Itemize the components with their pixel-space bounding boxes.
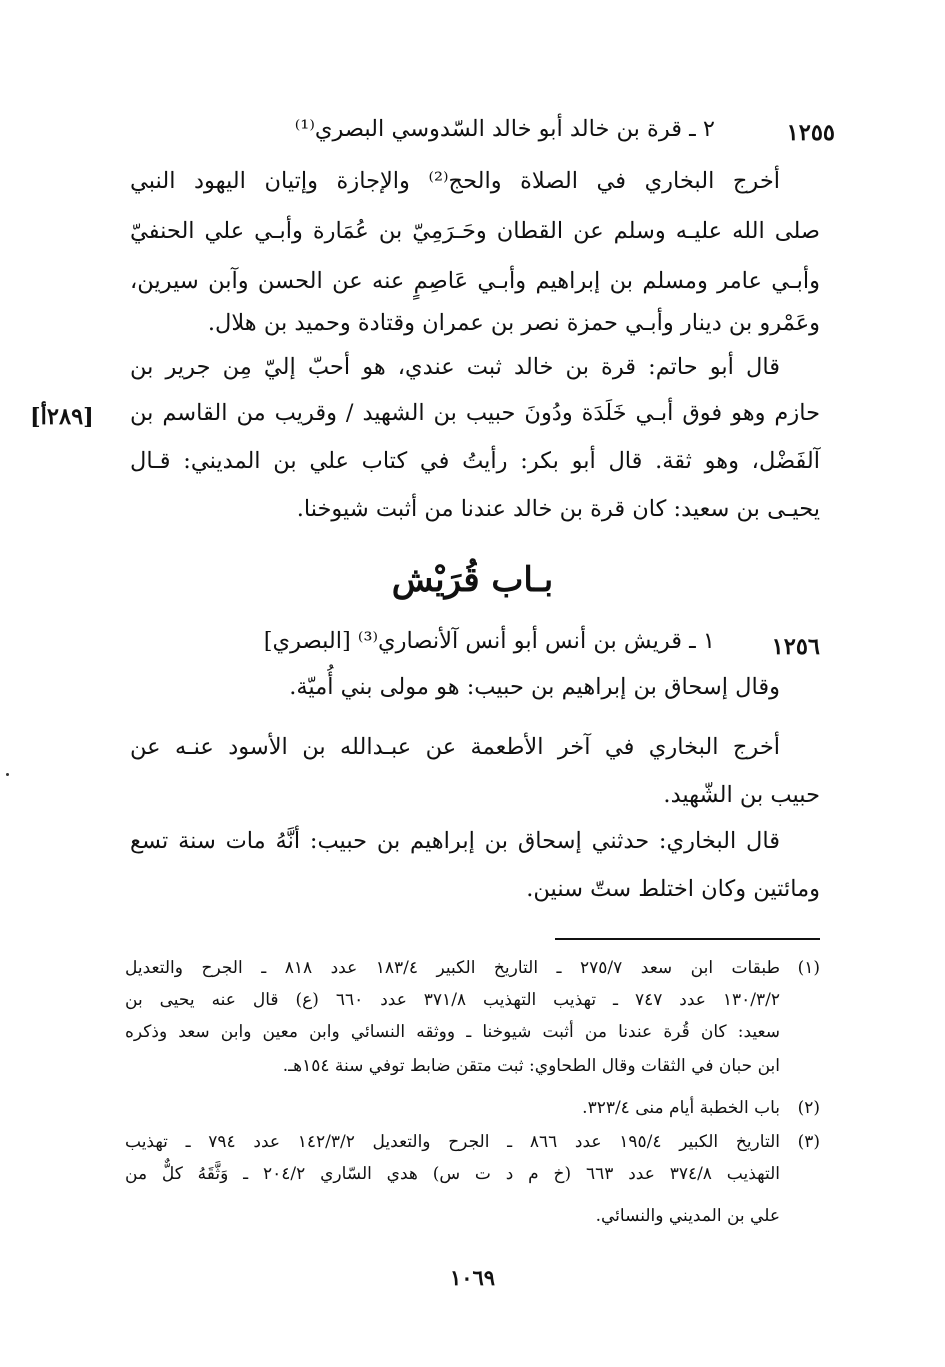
entry-number: ١٢٥٥ bbox=[786, 120, 835, 146]
footnote-line: سعيد: كان قُرة عندنا من أثبت شيوخنا ـ ووثقه النسائي وابن معين وابن سعد وذكره bbox=[125, 1022, 780, 1042]
footnote-line: علي بن المديني والنسائي. bbox=[595, 1206, 780, 1226]
body-line: وقال إسحاق بن إبراهيم بن حبيب: هو مولى بني أُميّة. bbox=[289, 674, 780, 700]
body-line: حبيب بن الشّهيد. bbox=[663, 782, 820, 808]
body-line: قال أبو حاتم: قرة بن خالد ثبت عندي، هو أحبّ إليّ مِن جرير بن bbox=[130, 354, 780, 380]
footnote-line: طبقات ابن سعد ٢٧٥/٧ ـ التاريخ الكبير ١٨٣/٤ عدد ٨١٨ ـ الجرح والتعديل bbox=[125, 958, 780, 978]
body-line: ومائتين وكان اختلط ستّ سنين. bbox=[526, 876, 820, 902]
entry-title: ٢ ـ قرة بن خالد أبو خالد السّدوسي البصري⁽¹⁾ bbox=[294, 116, 715, 142]
body-line: يحيـى بن سعيد: كان قرة بن خالد عندنا من أثبت شيوخنا. bbox=[296, 496, 820, 522]
section-heading: بـاب قُرَيْش bbox=[391, 560, 554, 600]
body-line: وعَمْرو بن دينار وأبـي حمزة نصر بن عمران وقتادة وحميد بن هلال. bbox=[207, 310, 820, 336]
body-line: صلى الله عليـه وسلم عن القطان وحَـرَمِيّ بن عُمَارة وأبـي علي الحنفيّ bbox=[130, 218, 820, 244]
margin-folio-ref: [٢٨٩أ] bbox=[30, 404, 94, 430]
footnote-marker: (٣) bbox=[797, 1132, 820, 1152]
footnote-line: ابن حبان في الثقات وقال الطحاوي: ثبت متقن ضابط توفي سنة ١٥٤هـ. bbox=[282, 1056, 780, 1076]
footnote-separator bbox=[555, 938, 820, 940]
stray-mark bbox=[6, 773, 9, 776]
entry-number: ١٢٥٦ bbox=[771, 634, 820, 660]
body-line: قال البخاري: حدثني إسحاق بن إبراهيم بن حبيب: أنَّهُ مات سنة تسع bbox=[130, 828, 781, 854]
body-line: أخرج البخاري في آخر الأطعمة عن عبـدالله بن الأسود عنـه عن bbox=[130, 734, 780, 760]
entry-title: ١ ـ قريش بن أنس أبو أنس آلأنصاري⁽³⁾ [البصري] bbox=[263, 628, 715, 654]
body-line: وأبـي عامر ومسلم بن إبراهيم وأبـي عَاصِمٍ عنه عن الحسن وآبن سيرين، bbox=[130, 268, 820, 294]
footnote-line: التهذيب ٣٧٤/٨ عدد ٦٦٣ (خ م د ت س) هدي السّاري ٢٠٤/٢ ـ وَثَّقَهُ كلٌّ من bbox=[125, 1164, 781, 1184]
body-line: آلفَضْل، وهو ثقة. قال أبو بكر: رأيتُ في كتاب علي بن المديني: قـال bbox=[130, 448, 820, 474]
footnote-marker: (٢) bbox=[797, 1098, 820, 1118]
body-line: أخرج البخاري في الصلاة والحج⁽²⁾ والإجازة وإتيان اليهود النبي bbox=[130, 168, 780, 194]
body-line: حازم وهو فوق أبـي خَلَدَة ودُونَ حبيب بن الشهيد / وقريب من القاسم بن bbox=[130, 400, 820, 426]
footnote-line: التاريخ الكبير ١٩٥/٤ عدد ٨٦٦ ـ الجرح والتعديل ١٤٢/٣/٢ عدد ٧٩٤ ـ تهذيب bbox=[125, 1132, 780, 1152]
footnote-marker: (١) bbox=[797, 958, 820, 978]
footnote-line: ١٣٠/٣/٢ عدد ٧٤٧ ـ تهذيب التهذيب ٣٧١/٨ عدد ٦٦٠ (ع) قال عنه يحيى بن bbox=[125, 990, 780, 1010]
footnote-line: باب الخطبة أيام منى ٣٢٣/٤. bbox=[582, 1098, 780, 1118]
page-number: ١٠٦٩ bbox=[449, 1265, 496, 1290]
